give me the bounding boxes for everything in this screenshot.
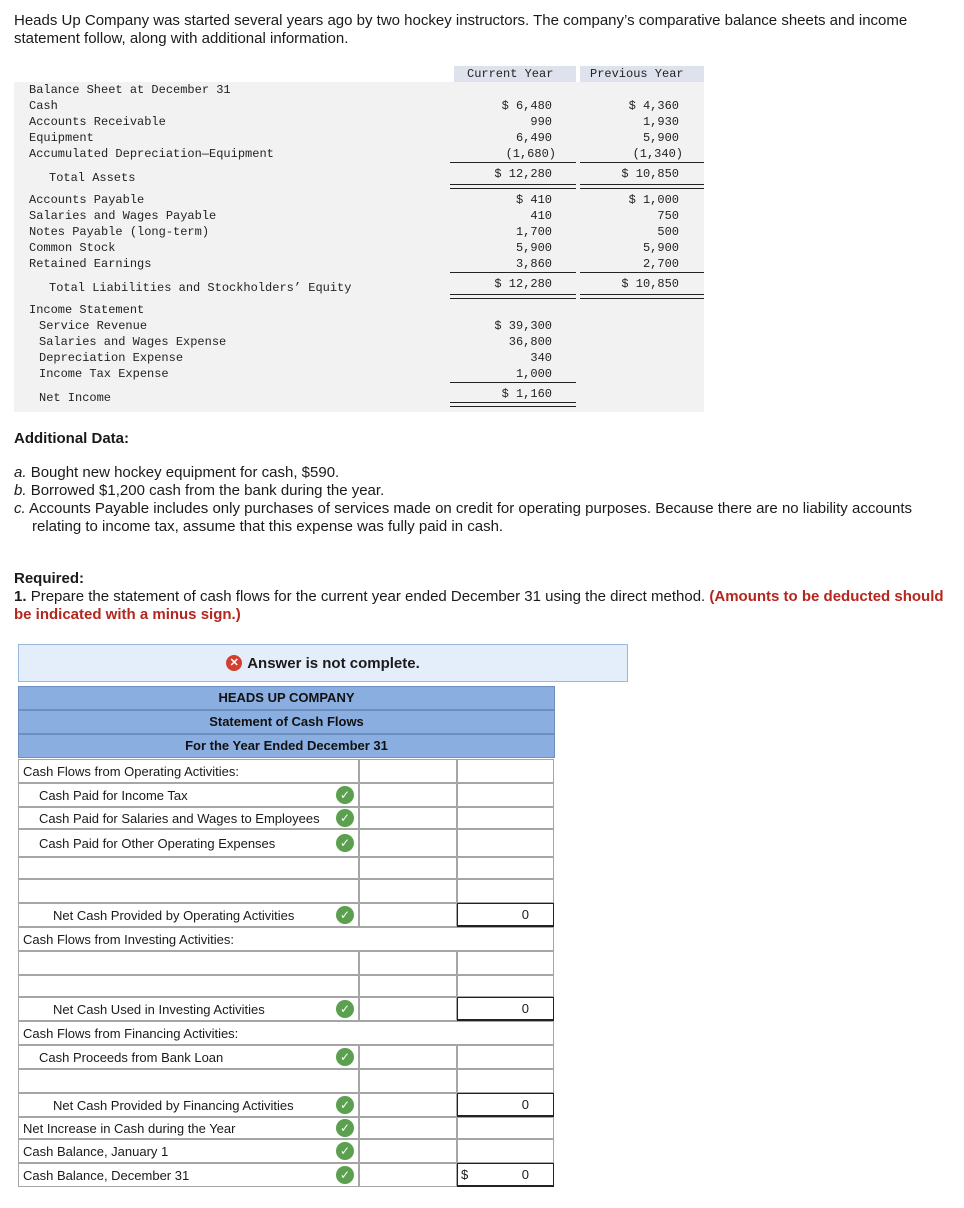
total-input[interactable] — [457, 759, 554, 783]
line-item-input[interactable] — [18, 1069, 359, 1093]
subtotal-value — [457, 903, 554, 927]
cell-previous: 1,930 — [642, 115, 679, 129]
total-input[interactable] — [457, 829, 554, 857]
cell-current: 6,490 — [515, 131, 552, 145]
cell-current: $ 410 — [515, 193, 552, 207]
error-x-icon: ✕ — [226, 655, 242, 671]
income-statement-title: Income Statement — [29, 303, 145, 317]
total-assets-current: $ 12,280 — [494, 167, 552, 181]
amount-input — [359, 997, 457, 1021]
col-previous-year: Previous Year — [590, 67, 684, 81]
required-instruction: 1. Prepare the statement of cash flows for the current year ended December 31 using the direct method. (Amounts to be deducted should be indicated with a minus sign.) — [14, 588, 944, 623]
additional-data-list — [14, 464, 944, 536]
row-label: Depreciation Expense — [39, 351, 184, 365]
row-label: Notes Payable (long-term) — [29, 225, 210, 239]
line-item-label: Net Cash Used in Investing Activities — [53, 1002, 265, 1017]
subtotal-value — [457, 997, 554, 1021]
line-item-label-cell — [18, 1093, 359, 1117]
additional-data-heading: Additional Data: — [14, 430, 129, 447]
line-item-label-cell — [18, 1139, 359, 1163]
line-item-label-cell — [18, 1021, 554, 1045]
amount-input[interactable] — [359, 951, 457, 975]
amount-input[interactable] — [359, 857, 457, 879]
cell-current: 990 — [530, 115, 552, 129]
total-input[interactable] — [457, 879, 554, 903]
line-item-label-cell — [18, 1163, 359, 1187]
row-label: Accounts Receivable — [29, 115, 166, 129]
cell-previous: $ 1,000 — [628, 193, 679, 207]
financial-statements-table — [14, 66, 704, 412]
total-assets-label: Total Assets — [49, 171, 136, 185]
balance-sheet-title: Balance Sheet at December 31 — [29, 83, 231, 97]
line-item-label: Cash Flows from Financing Activities: — [23, 1026, 239, 1041]
cell-previous: 750 — [657, 209, 679, 223]
additional-item-a: a. Bought new hockey equipment for cash, $590. — [14, 464, 340, 481]
line-item-label-cell — [18, 903, 359, 927]
line-item-label-cell — [18, 997, 359, 1021]
statement-title: Statement of Cash Flows — [18, 710, 555, 734]
cell-previous: (1,340) — [632, 147, 683, 161]
correct-check-icon: ✓ — [336, 786, 354, 804]
row-label: Accumulated Depreciation—Equipment — [29, 147, 274, 161]
row-label: Service Revenue — [39, 319, 148, 333]
correct-check-icon: ✓ — [336, 1119, 354, 1137]
dollar-sign: $ — [461, 1167, 469, 1182]
total-input[interactable] — [457, 783, 554, 807]
total-input[interactable] — [457, 975, 554, 997]
line-item-label-cell — [18, 807, 359, 829]
problem-intro: Heads Up Company was started several years ago by two hockey instructors. The company’s comparative balance sheets and income statement follow, along with additional information. — [14, 12, 908, 47]
additional-item-c: c. Accounts Payable includes only purchases of services made on credit for operating purposes. Because there are no liability accounts relating to income tax, assume that this expense was fully paid in cash. — [14, 500, 913, 535]
line-item-label: Cash Flows from Operating Activities: — [23, 764, 240, 779]
company-name: HEADS UP COMPANY — [18, 686, 555, 710]
row-label: Accounts Payable — [29, 193, 145, 207]
line-item-label-cell — [18, 759, 359, 783]
cell-current: 5,900 — [515, 241, 552, 255]
subtotal-amount: 0 — [521, 907, 529, 922]
amount-input[interactable] — [359, 879, 457, 903]
total-input[interactable] — [457, 1045, 554, 1069]
correct-check-icon: ✓ — [336, 834, 354, 852]
correct-check-icon: ✓ — [336, 1166, 354, 1184]
cell-current: $ 39,300 — [494, 319, 552, 333]
total-input[interactable] — [457, 807, 554, 829]
subtotal-amount: 0 — [521, 1001, 529, 1016]
net-income-current: $ 1,160 — [501, 387, 552, 401]
line-item-input[interactable] — [18, 951, 359, 975]
cell-previous: $ 4,360 — [628, 99, 679, 113]
row-label: Equipment — [29, 131, 94, 145]
total-input[interactable] — [457, 1069, 554, 1093]
correct-check-icon: ✓ — [336, 1000, 354, 1018]
line-item-label: Cash Balance, December 31 — [23, 1168, 190, 1183]
subtotal-value — [457, 1093, 554, 1117]
subtotal-amount: 0 — [521, 1097, 529, 1112]
line-item-label-cell — [18, 829, 359, 857]
cell-previous: 500 — [657, 225, 679, 239]
line-item-label: Net Increase in Cash during the Year — [23, 1121, 236, 1136]
total-input[interactable] — [457, 1139, 554, 1163]
amount-input[interactable] — [359, 807, 457, 829]
amount-input — [359, 1163, 457, 1187]
cell-current: 36,800 — [508, 335, 552, 349]
line-item-input[interactable] — [18, 857, 359, 879]
total-liabilities-previous: $ 10,850 — [621, 277, 679, 291]
cell-current: 410 — [530, 209, 552, 223]
col-current-year: Current Year — [467, 67, 554, 81]
amount-input — [359, 1093, 457, 1117]
subtotal-amount: 0 — [521, 1167, 529, 1182]
subtotal-value — [457, 1163, 554, 1187]
answer-status-text: Answer is not complete. — [247, 654, 420, 672]
total-assets-previous: $ 10,850 — [621, 167, 679, 181]
line-item-label: Net Cash Provided by Operating Activities — [53, 908, 295, 923]
amount-input[interactable] — [359, 1045, 457, 1069]
line-item-label-cell — [18, 1117, 359, 1139]
correct-check-icon: ✓ — [336, 1048, 354, 1066]
amount-input[interactable] — [359, 829, 457, 857]
line-item-label: Net Cash Provided by Financing Activities — [53, 1098, 294, 1113]
required-section — [14, 570, 944, 624]
cell-previous: 2,700 — [642, 257, 679, 271]
correct-check-icon: ✓ — [336, 1142, 354, 1160]
row-label: Income Tax Expense — [39, 367, 169, 381]
line-item-label: Cash Flows from Investing Activities: — [23, 932, 234, 947]
line-item-input[interactable] — [18, 975, 359, 997]
statement-period: For the Year Ended December 31 — [18, 734, 555, 758]
total-input[interactable] — [457, 951, 554, 975]
line-item-label-cell — [18, 1045, 359, 1069]
amount-input[interactable] — [359, 975, 457, 997]
total-liabilities-current: $ 12,280 — [494, 277, 552, 291]
line-item-label: Cash Paid for Other Operating Expenses — [39, 836, 276, 851]
row-label: Cash — [29, 99, 58, 113]
line-item-label: Cash Paid for Salaries and Wages to Employees — [39, 811, 320, 826]
line-item-label-cell — [18, 783, 359, 807]
row-label: Retained Earnings — [29, 257, 152, 271]
line-item-label-cell — [18, 927, 554, 951]
amount-input[interactable] — [359, 1139, 457, 1163]
total-liabilities-label: Total Liabilities and Stockholders’ Equity — [49, 281, 352, 295]
amount-input — [359, 903, 457, 927]
cell-previous: 5,900 — [642, 241, 679, 255]
amount-input[interactable] — [359, 1117, 457, 1139]
line-item-input[interactable] — [18, 879, 359, 903]
cell-current: (1,680) — [505, 147, 556, 161]
amount-input[interactable] — [359, 783, 457, 807]
correct-check-icon: ✓ — [336, 1096, 354, 1114]
cell-current: 3,860 — [515, 257, 552, 271]
cell-current: 1,700 — [515, 225, 552, 239]
row-label: Common Stock — [29, 241, 116, 255]
correct-check-icon: ✓ — [336, 906, 354, 924]
row-label: Salaries and Wages Expense — [39, 335, 227, 349]
cell-current: 1,000 — [515, 367, 552, 381]
answer-status-banner — [18, 644, 628, 682]
amount-input[interactable] — [359, 1069, 457, 1093]
correct-check-icon: ✓ — [336, 809, 354, 827]
line-item-label: Cash Balance, January 1 — [23, 1144, 169, 1159]
total-input[interactable] — [457, 857, 554, 879]
cell-current: 340 — [530, 351, 552, 365]
line-item-label: Cash Proceeds from Bank Loan — [39, 1050, 224, 1065]
amount-input[interactable] — [359, 759, 457, 783]
net-income-label: Net Income — [39, 391, 112, 405]
row-label: Salaries and Wages Payable — [29, 209, 217, 223]
line-item-label: Cash Paid for Income Tax — [39, 788, 188, 803]
cell-current: $ 6,480 — [501, 99, 552, 113]
additional-item-b: b. Borrowed $1,200 cash from the bank during the year. — [14, 482, 385, 499]
required-heading: Required: — [14, 570, 85, 587]
cell-previous: 5,900 — [642, 131, 679, 145]
total-input[interactable] — [457, 1117, 554, 1139]
